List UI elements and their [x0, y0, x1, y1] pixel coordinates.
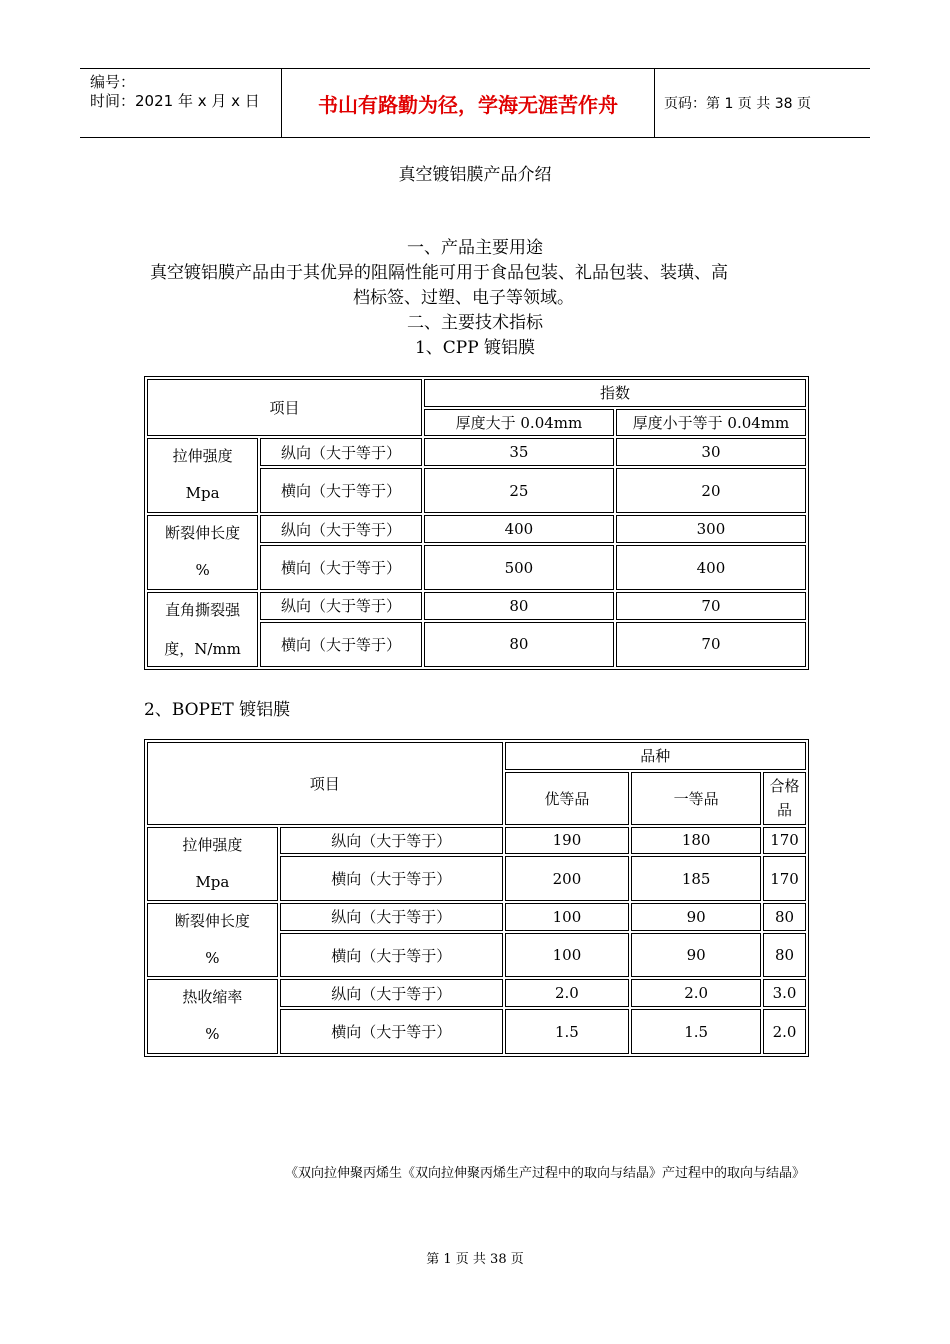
value-cell: 1.5 — [631, 1009, 761, 1054]
direction-cell: 横向（大于等于） — [260, 622, 422, 667]
page-header — [80, 68, 870, 138]
value-cell: 35 — [424, 438, 614, 466]
col-header: 厚度小于等于 0.04mm — [616, 409, 806, 437]
direction-cell: 纵向（大于等于） — [280, 827, 503, 855]
value-cell: 500 — [424, 545, 614, 590]
row-group-label: 拉伸强度 Mpa — [147, 438, 258, 513]
row-group-label: 拉伸强度 Mpa — [147, 827, 278, 901]
doc-title: 真空镀铝膜产品介绍 — [398, 165, 552, 185]
index-header: 指数 — [424, 379, 806, 407]
header-motto: 书山有路勤为径，学海无涯苦作舟 — [318, 92, 618, 117]
value-cell: 70 — [616, 592, 806, 620]
value-cell: 2.0 — [505, 979, 630, 1007]
value-cell: 20 — [616, 468, 806, 513]
row-group-label: 断裂伸长度 % — [147, 515, 258, 590]
sub2-heading: 2、BOPET 镀铝膜 — [144, 700, 291, 720]
item-header: 项目 — [147, 742, 503, 825]
page-number: 第 1 页 共 38 页 — [426, 1252, 524, 1267]
number-label: 编号： — [90, 73, 136, 91]
value-cell: 400 — [424, 515, 614, 543]
direction-cell: 纵向（大于等于） — [260, 592, 422, 620]
value-cell: 185 — [631, 856, 761, 901]
direction-cell: 横向（大于等于） — [280, 1009, 503, 1054]
direction-cell: 纵向（大于等于） — [280, 979, 503, 1007]
row-group-label: 直角撕裂强 度，N/mm — [147, 592, 258, 667]
section1-heading: 一、产品主要用途 — [407, 238, 543, 258]
col-header: 优等品 — [505, 772, 630, 825]
sub1-heading: 1、CPP 镀铝膜 — [414, 338, 536, 358]
value-cell: 25 — [424, 468, 614, 513]
value-cell: 90 — [631, 933, 761, 978]
value-cell: 180 — [631, 827, 761, 855]
value-cell: 170 — [763, 827, 806, 855]
value-cell: 400 — [616, 545, 806, 590]
cpp-spec-table — [144, 376, 809, 670]
direction-cell: 纵向（大于等于） — [280, 903, 503, 931]
value-cell: 30 — [616, 438, 806, 466]
value-cell: 170 — [763, 856, 806, 901]
value-cell: 300 — [616, 515, 806, 543]
row-group-label: 断裂伸长度 % — [147, 903, 278, 977]
col-header: 合格品 — [763, 772, 806, 825]
value-cell: 90 — [631, 903, 761, 931]
value-cell: 80 — [424, 592, 614, 620]
value-cell: 70 — [616, 622, 806, 667]
date-label: 时间：2021 年 x 月 x 日 — [90, 92, 260, 110]
variety-header: 品种 — [505, 742, 806, 770]
bopet-spec-table — [144, 739, 809, 1057]
header-page-info: 页码：第 1 页 共 38 页 — [664, 96, 811, 112]
value-cell: 2.0 — [631, 979, 761, 1007]
col-header: 厚度大于 0.04mm — [424, 409, 614, 437]
header-divider — [654, 69, 655, 137]
item-header: 项目 — [147, 379, 422, 436]
value-cell: 100 — [505, 903, 630, 931]
footer-note: 《双向拉伸聚丙烯生《双向拉伸聚丙烯生产过程中的取向与结晶》产过程中的取向与结晶》 — [284, 1166, 805, 1181]
section2-heading: 二、主要技术指标 — [407, 313, 543, 333]
section1-line1: 真空镀铝膜产品由于其优异的阻隔性能可用于食品包装、礼品包装、装璜、高 — [150, 263, 728, 283]
value-cell: 80 — [424, 622, 614, 667]
value-cell: 80 — [763, 903, 806, 931]
value-cell: 1.5 — [505, 1009, 630, 1054]
direction-cell: 纵向（大于等于） — [260, 438, 422, 466]
value-cell: 200 — [505, 856, 630, 901]
direction-cell: 横向（大于等于） — [260, 545, 422, 590]
header-meta — [90, 73, 260, 111]
row-group-label: 热收缩率 % — [147, 979, 278, 1054]
direction-cell: 纵向（大于等于） — [260, 515, 422, 543]
direction-cell: 横向（大于等于） — [280, 856, 503, 901]
value-cell: 100 — [505, 933, 630, 978]
value-cell: 3.0 — [763, 979, 806, 1007]
direction-cell: 横向（大于等于） — [280, 933, 503, 978]
col-header: 一等品 — [631, 772, 761, 825]
value-cell: 190 — [505, 827, 630, 855]
direction-cell: 横向（大于等于） — [260, 468, 422, 513]
value-cell: 80 — [763, 933, 806, 978]
section1-line2: 档标签、过塑、电子等领域。 — [353, 288, 574, 308]
value-cell: 2.0 — [763, 1009, 806, 1054]
